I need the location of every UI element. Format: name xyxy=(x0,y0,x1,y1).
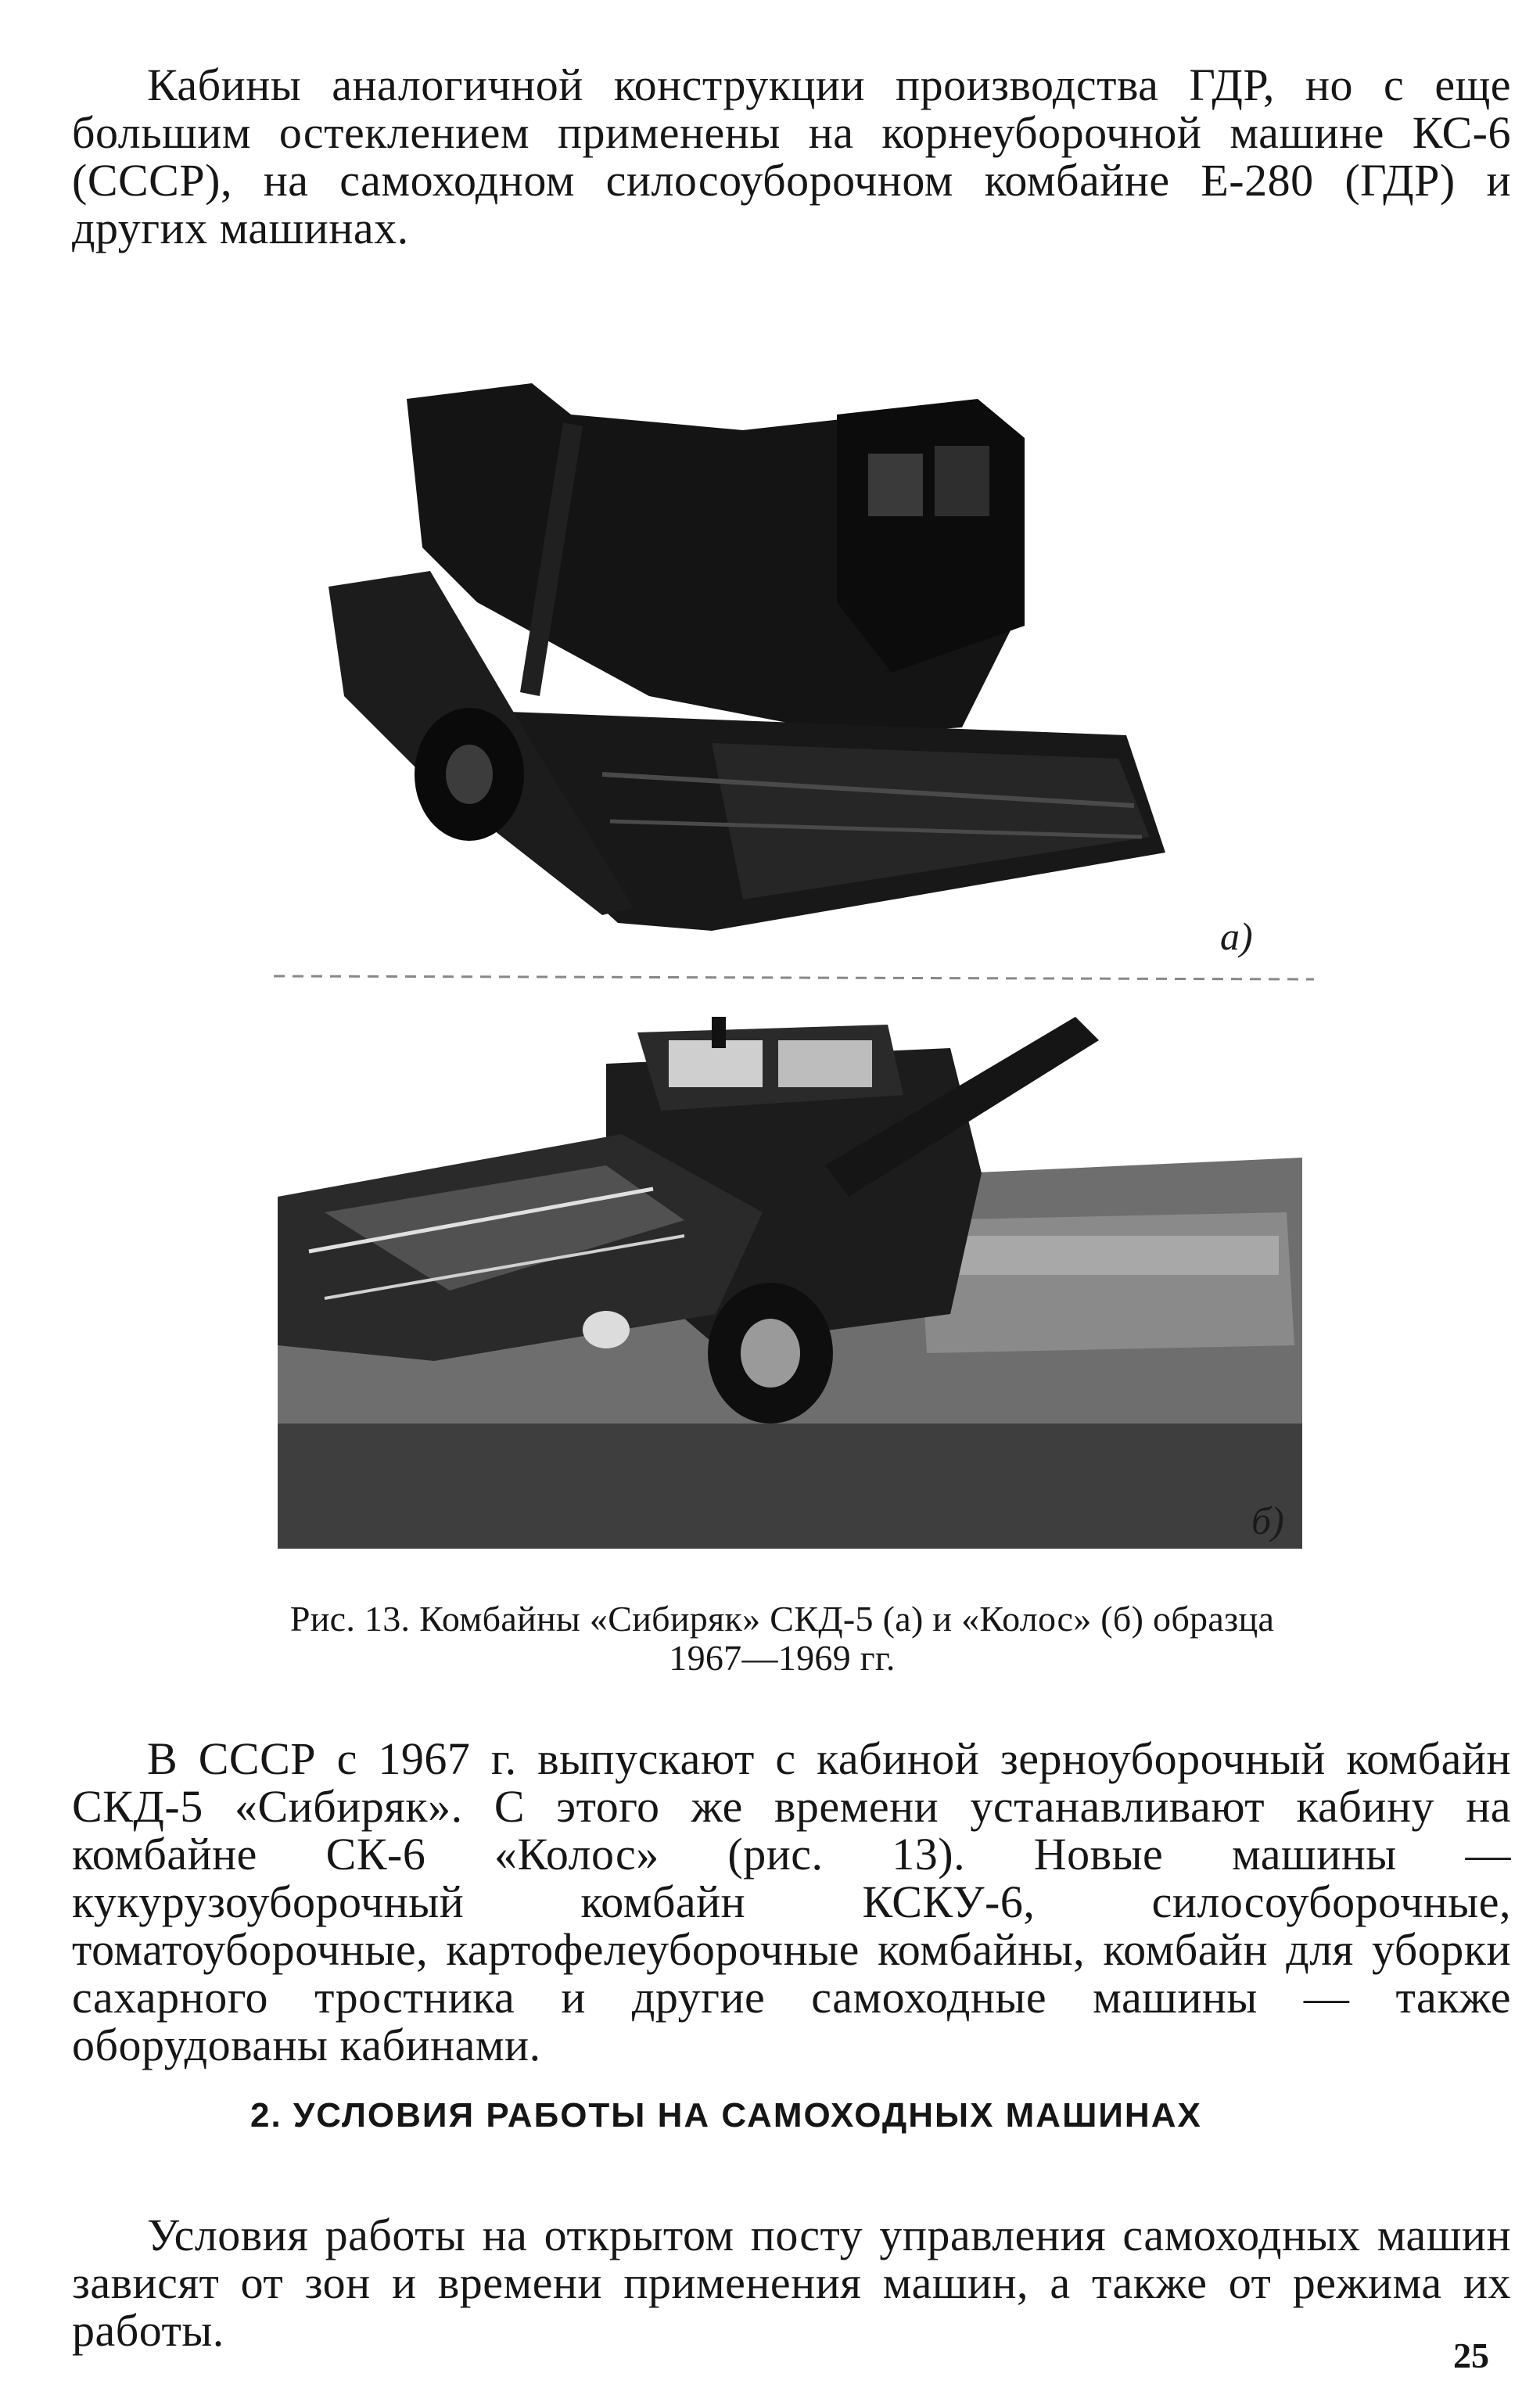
paragraph-working-conditions: Условия работы на открытом посту управления самоходных машин зависят от зон и времени применения машин, а также от режима их работы. xyxy=(72,2210,1511,2356)
figure-label-b: б) xyxy=(1251,1499,1284,1542)
section-heading: 2. УСЛОВИЯ РАБОТЫ НА САМОХОДНЫХ МАШИНАХ xyxy=(250,2096,1202,2135)
combine-kolos-image xyxy=(278,1017,1302,1549)
paragraph-cabins: Кабины аналогичной конструкции производства ГДР, но с еще большим остеклением применены на корнеуборочной машине КС-6 (СССР), на самоходном силосоуборочном комбайне Е-280 (ГДР) и других машинах. xyxy=(72,59,1511,253)
figure-combine-sibiryak xyxy=(274,368,1314,986)
paragraph-ussr-combines: В СССР с 1967 г. выпускают с кабиной зерноуборочный комбайн СКД-5 «Сибиряк». С этого же времени устанавливают кабину на комбайне СК-6 «Колос» (рис. 13). Новые машины — кукурузоуборочный комбайн КСКУ-6, силосоуборочные, томатоуборочные, картофелеуборочные комбайны, комбайн для уборки сахарного тростника и другие самоходные машины — также оборудованы кабинами. xyxy=(72,1733,1511,2070)
combine-sibiryak-image xyxy=(274,368,1314,986)
figure-label-a: а) xyxy=(1220,914,1253,958)
page-number: 25 xyxy=(1453,2336,1489,2375)
figure-caption: Рис. 13. Комбайны «Сибиряк» СКД-5 (а) и «Колос» (б) образца 1967—1969 гг. xyxy=(289,1599,1275,1678)
figure-combine-kolos xyxy=(278,1017,1302,1549)
